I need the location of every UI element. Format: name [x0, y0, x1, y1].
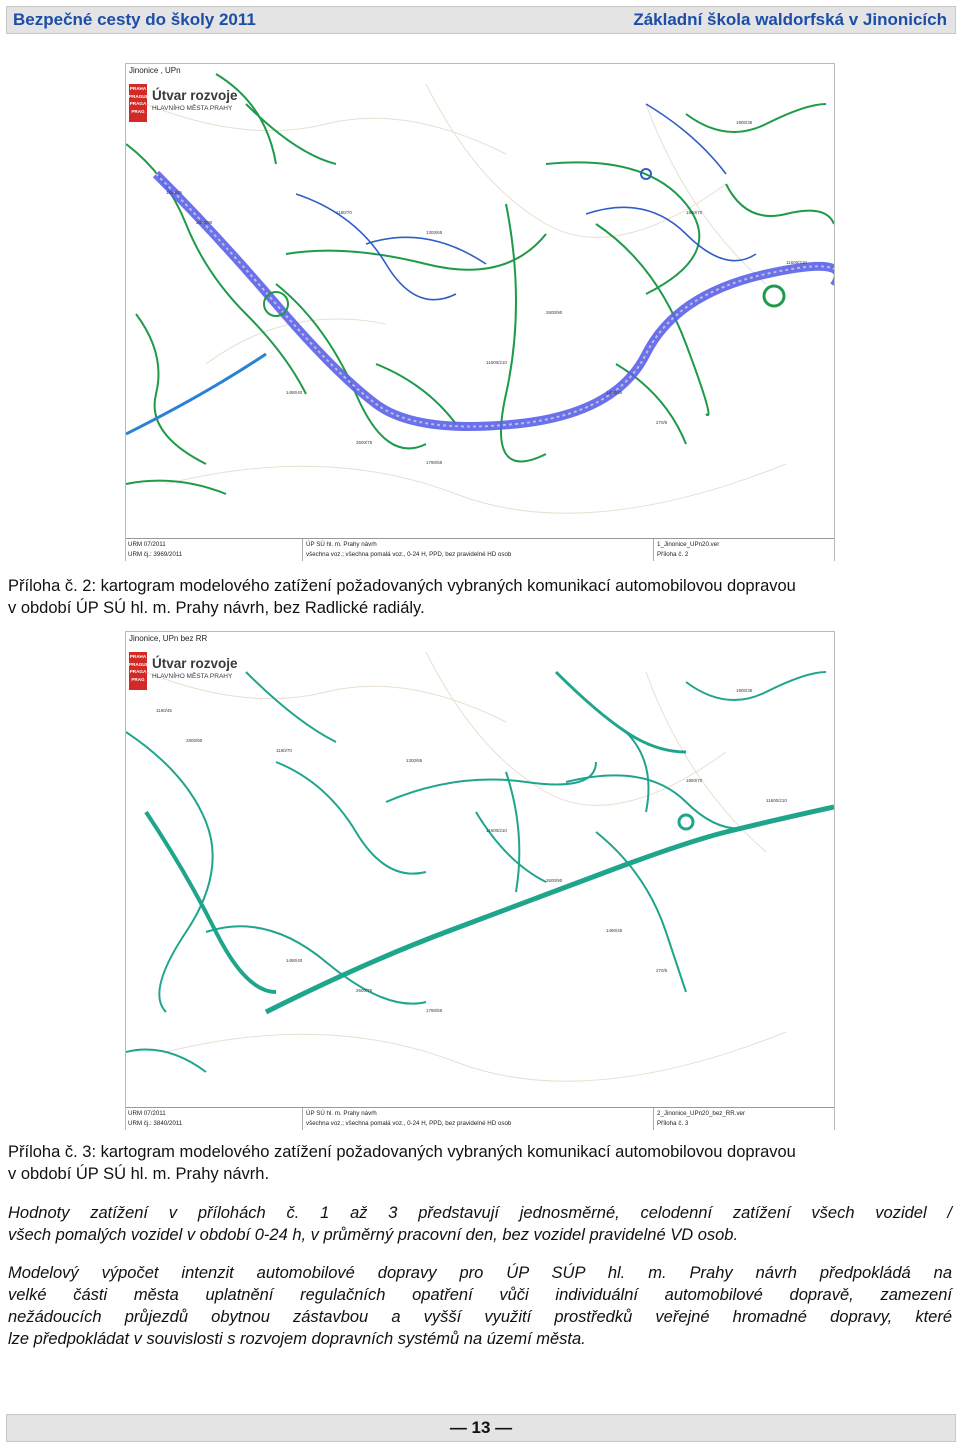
map-footer-ref: URM čj.: 3969/2011: [128, 551, 183, 558]
map-footer-file: 1_Jinonice_UPn20.ver: [657, 541, 720, 548]
map-1-title: Jinonice , UPn: [129, 66, 181, 75]
model-paragraph: [8, 1262, 952, 1350]
svg-text:270/5: 270/5: [656, 420, 668, 425]
svg-text:1180/70: 1180/70: [276, 748, 292, 753]
values-note: [8, 1202, 952, 1246]
svg-text:1180/70: 1180/70: [336, 210, 352, 215]
svg-text:2800/90: 2800/90: [196, 220, 213, 225]
cartogram-map-2: [125, 631, 835, 1130]
logo-subtitle: HLAVNÍHO MĚSTA PRAHY: [152, 105, 233, 112]
svg-text:1300/65: 1300/65: [406, 758, 423, 763]
urban-development-logo: [129, 652, 247, 692]
svg-text:1190/45: 1190/45: [156, 708, 172, 713]
map-footer-date: URM 07/2011: [128, 541, 166, 548]
map-footer-vehicles: všechna voz.; všechna pomalá voz., 0-24 H, PPD, bez pravidelné HD osob: [306, 1120, 512, 1127]
logo-subtitle: HLAVNÍHO MĚSTA PRAHY: [152, 673, 233, 680]
svg-text:11600/210: 11600/210: [486, 360, 507, 365]
caption-attachment-3: [8, 1141, 952, 1185]
svg-text:2600/90: 2600/90: [546, 878, 563, 883]
svg-text:1780/55: 1780/55: [426, 460, 443, 465]
svg-text:11600/210: 11600/210: [766, 798, 787, 803]
svg-text:11600/210: 11600/210: [486, 828, 507, 833]
page-number: — 13 —: [449, 1418, 513, 1437]
paragraph-line: velké části města uplatnění regulačních opatření vůči individuální automobilové dopravě, zamezení: [8, 1286, 952, 1304]
svg-text:1490/45: 1490/45: [606, 390, 623, 395]
page-header: [6, 6, 956, 34]
paragraph-line: lze předpokládat v souvislosti s rozvojem dopravních systémů na území města.: [8, 1330, 586, 1348]
svg-text:2800/90: 2800/90: [186, 738, 203, 743]
svg-text:1850/70: 1850/70: [686, 210, 703, 215]
caption-line: Příloha č. 2: kartogram modelového zatížení požadovaných vybraných komunikací automobilovou dopravou: [8, 577, 796, 595]
svg-text:1900/35: 1900/35: [736, 688, 753, 693]
map-footer-file: 2_Jinonice_UPn20_bez_RR.ver: [657, 1110, 746, 1117]
map-2-road-network: [126, 632, 834, 1107]
header-title-left: Bezpečné cesty do školy 2011: [13, 10, 256, 29]
note-line: všech pomalých vozidel v období 0-24 h, v průměrný pracovní den, bez vozidel pravidelné VD osob.: [8, 1226, 739, 1244]
note-line: Hodnoty zatížení v přílohách č. 1 až 3 představují jednosměrné, celodenní zatížení všech vozidel /: [8, 1204, 952, 1222]
map-footer-date: URM 07/2011: [128, 1110, 166, 1117]
map-footer-attachment: Příloha č. 3: [657, 1120, 689, 1127]
svg-text:1490/40: 1490/40: [286, 390, 303, 395]
map-footer-scenario: ÚP SÚ hl. m. Prahy návrh: [306, 1110, 377, 1117]
map-footer-vehicles: všechna voz.; všechna pomalá voz., 0-24 H, PPD, bez pravidelné HD osob: [306, 551, 512, 558]
svg-text:1300/65: 1300/65: [426, 230, 443, 235]
svg-text:1900/35: 1900/35: [736, 120, 753, 125]
caption-line: Příloha č. 3: kartogram modelového zatížení požadovaných vybraných komunikací automobilovou dopravou: [8, 1143, 796, 1161]
prague-logo-icon: PRAHA PRAGUE PRAGA PRAG: [129, 84, 147, 122]
map-1-road-network: [126, 64, 834, 538]
map-2-title: Jinonice, UPn bez RR: [129, 634, 208, 643]
svg-text:2600/75: 2600/75: [356, 440, 373, 445]
page-footer: [6, 1414, 956, 1442]
svg-text:2600/90: 2600/90: [546, 310, 563, 315]
caption-line: v období ÚP SÚ hl. m. Prahy návrh, bez Radlické radiály.: [8, 599, 425, 617]
logo-title: Útvar rozvoje: [152, 88, 238, 103]
caption-line: v období ÚP SÚ hl. m. Prahy návrh.: [8, 1165, 270, 1183]
svg-text:11600/210: 11600/210: [786, 260, 807, 265]
caption-attachment-2: [8, 575, 952, 619]
svg-text:270/5: 270/5: [656, 968, 668, 973]
cartogram-map-1: [125, 63, 835, 561]
logo-title: Útvar rozvoje: [152, 656, 238, 671]
map-footer-attachment: Příloha č. 2: [657, 551, 689, 558]
map-footer-ref: URM čj.: 3840/2011: [128, 1120, 183, 1127]
header-title-right: Základní škola waldorfská v Jinonicích: [633, 10, 947, 29]
svg-text:1490/40: 1490/40: [286, 958, 303, 963]
svg-text:1490/45: 1490/45: [606, 928, 623, 933]
paragraph-line: Modelový výpočet intenzit automobilové dopravy pro ÚP SÚP hl. m. Prahy návrh předpokládá na: [8, 1264, 952, 1282]
urban-development-logo: [129, 84, 247, 124]
paragraph-line: nežádoucích průjezdů obytnou zástavbou a vyšší využití prostředků veřejné hromadné dopravy, které: [8, 1308, 952, 1326]
svg-text:1190/45: 1190/45: [166, 190, 182, 195]
map-footer-scenario: ÚP SÚ hl. m. Prahy návrh: [306, 541, 377, 548]
prague-logo-icon: PRAHA PRAGUE PRAGA PRAG: [129, 652, 147, 690]
map-2-footer: [126, 1107, 834, 1130]
svg-text:1780/55: 1780/55: [426, 1008, 443, 1013]
map-1-footer: [126, 538, 834, 561]
svg-text:2600/75: 2600/75: [356, 988, 373, 993]
svg-text:1850/70: 1850/70: [686, 778, 703, 783]
